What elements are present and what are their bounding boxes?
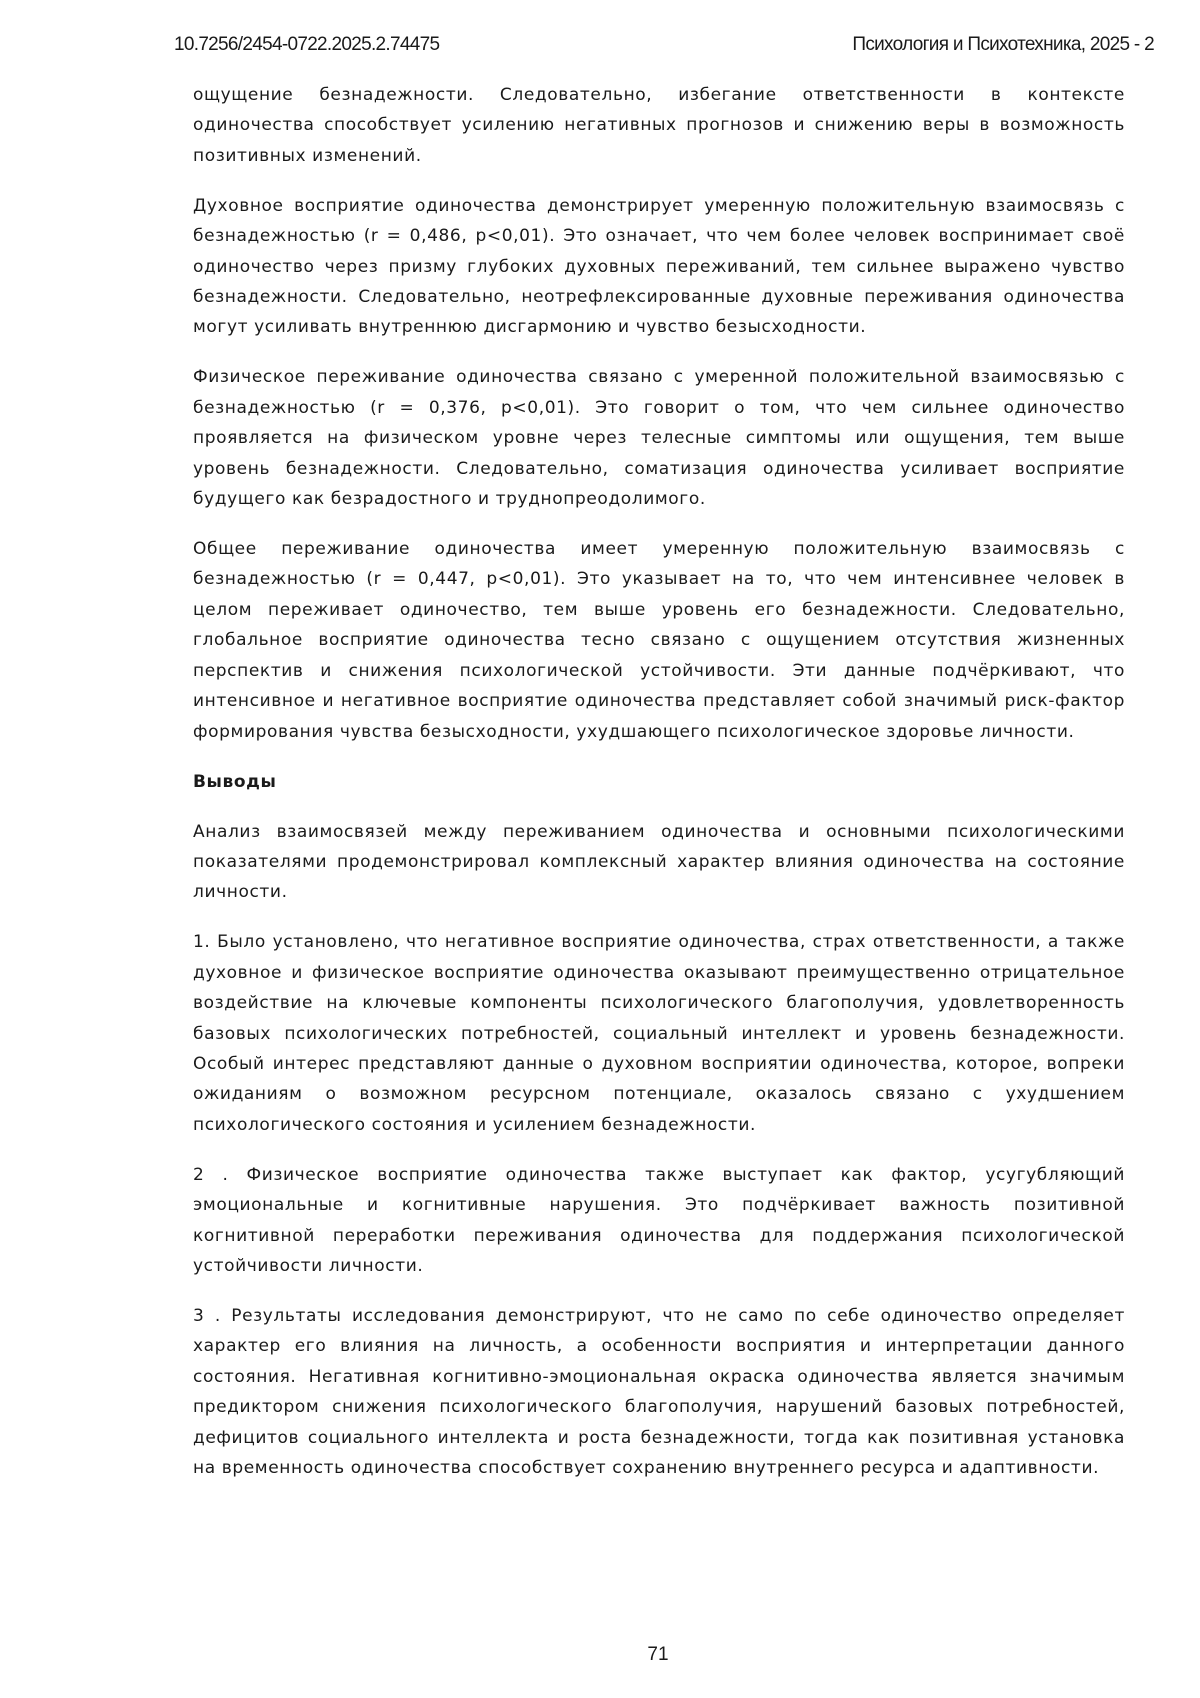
conclusion-item-1: 1. Было установлено, что негативное восприятие одиночества, страх ответственности, а также духовное и физическое восприятие одиночества оказывают преимущественно отрицательное воздействие на ключевые компоненты психологического благополучия, удовлетворенность базовых психологических потребностей, социальный интеллект и уровень безнадежности. Особый интерес представляют данные о духовном восприятии одиночества, которое, вопреки ожиданиям о возможном ресурсном потенциале, оказалось связано с ухудшением психологического состояния и усилением безнадежности. (193, 927, 1125, 1140)
paragraph-physical-experience: Физическое переживание одиночества связано с умеренной положительной взаимосвязью с безнадежностью (r = 0,376, p<0,01). Это говорит о том, что чем сильнее одиночество проявляется на физическом уровне через телесные симптомы или ощущения, тем выше уровень безнадежности. Следовательно, соматизация одиночества усиливает восприятие будущего как безрадостного и труднопреодолимого. (193, 362, 1125, 514)
conclusions-heading: Выводы (193, 767, 1125, 797)
paragraph-general-experience: Общее переживание одиночества имеет умеренную положительную взаимосвязь с безнадежностью (r = 0,447, p<0,01). Это указывает на то, что чем интенсивнее человек в целом переживает одиночество, тем выше уровень его безнадежности. Следовательно, глобальное восприятие одиночества тесно связано с ощущением отсутствия жизненных перспектив и снижения психологической устойчивости. Эти данные подчёркивают, что интенсивное и негативное восприятие одиночества представляет собой значимый риск-фактор формирования чувства безысходности, ухудшающего психологическое здоровье личности. (193, 534, 1125, 747)
journal-title: Психология и Психотехника, 2025 - 2 (852, 34, 1154, 56)
conclusions-intro: Анализ взаимосвязей между переживанием одиночества и основными психологическими показателями продемонстрировал комплексный характер влияния одиночества на состояние личности. (193, 817, 1125, 908)
doi: 10.7256/2454-0722.2025.2.74475 (174, 34, 439, 56)
page-number: 71 (0, 1644, 1200, 1666)
running-header (174, 34, 1154, 64)
conclusion-item-3: 3 . Результаты исследования демонстрируют, что не само по себе одиночество определяет характер его влияния на личность, а особенности восприятия и интерпретации данного состояния. Негативная когнитивно-эмоциональная окраска одиночества является значимым предиктором снижения психологического благополучия, нарушений базовых потребностей, дефицитов социального интеллекта и роста безнадежности, тогда как позитивная установка на временность одиночества способствует сохранению внутреннего ресурса и адаптивности. (193, 1301, 1125, 1483)
paragraph-hopelessness-responsibility: ощущение безнадежности. Следовательно, избегание ответственности в контексте одиночества способствует усилению негативных прогнозов и снижению веры в возможность позитивных изменений. (193, 80, 1125, 171)
conclusion-item-2: 2 . Физическое восприятие одиночества также выступает как фактор, усугубляющий эмоциональные и когнитивные нарушения. Это подчёркивает важность позитивной когнитивной переработки переживания одиночества для поддержания психологической устойчивости личности. (193, 1160, 1125, 1282)
paragraph-spiritual-perception: Духовное восприятие одиночества демонстрирует умеренную положительную взаимосвязь с безнадежностью (r = 0,486, p<0,01). Это означает, что чем более человек воспринимает своё одиночество через призму глубоких духовных переживаний, тем сильнее выражено чувство безнадежности. Следовательно, неотрефлексированные духовные переживания одиночества могут усиливать внутреннюю дисгармонию и чувство безысходности. (193, 191, 1125, 343)
article-body (193, 80, 1125, 1503)
